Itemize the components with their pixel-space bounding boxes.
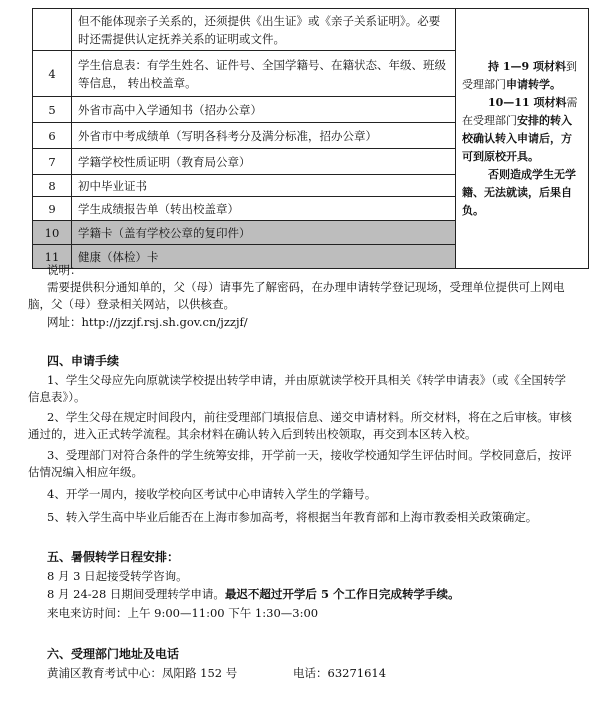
row-text: 外省市中考成绩单（写明各科考分及满分标准，招办公章） (72, 123, 456, 149)
section5-line-2 (47, 586, 459, 603)
section4-item-4: 4、开学一周内，接收学校向区考试中心申请转入学生的学籍号。 (47, 487, 377, 501)
note-p1-bold2: 申请转学。 (506, 77, 561, 91)
row-number: 7 (33, 149, 72, 175)
row-text: 健康（体检）卡 (72, 245, 456, 269)
row-text: 初中毕业证书 (72, 175, 456, 197)
row-text: 学生信息表：有学生姓名、证件号、全国学籍号、在籍状态、年级、班级等信息， 转出校盖章。 (72, 51, 456, 97)
notes-url[interactable]: 网址：http://jzzjf.rsj.sh.gov.cn/jzzjf/ (47, 315, 248, 329)
section4-item-5: 5、转入学生高中毕业后能否在上海市参加高考，将根据当年教育部和上海市教委相关政策确定。 (47, 510, 538, 524)
section5-line-2-normal: 8 月 24-28 日期间受理转学申请。 (47, 587, 225, 601)
row-text: 但不能体现亲子关系的，还须提供《出生证》或《亲子关系证明》。必要时还需提供认定抚养关系的证明或文件。 (72, 9, 456, 51)
notes-label: 说明： (47, 263, 82, 277)
note-p3-bold: 否则造成学生无学籍、无法就读，后果自负。 (462, 167, 576, 217)
section4-heading: 四、申请手续 (47, 354, 120, 368)
note-p1-normal: 到受理部门 (462, 59, 577, 91)
materials-note (456, 9, 589, 269)
note-p1-bold: 持 1—9 项材料 (488, 59, 566, 73)
materials-table (32, 8, 589, 269)
row-number: 9 (33, 197, 72, 221)
section4-item-2: 2、学生父母在规定时间段内，前往受理部门填报信息、递交申请材料。所交材料，将在之后审核。审核通过的，进入正式转学流程。其余材料在确认转入后到转出校领取，再交到本区转入校。 (28, 410, 572, 441)
row-number: 10 (33, 221, 72, 245)
row-text: 学籍卡（盖有学校公章的复印件） (72, 221, 456, 245)
row-number: 4 (33, 51, 72, 97)
row-text: 学生成绩报告单（转出校盖章） (72, 197, 456, 221)
section5-line-2-bold: 最迟不超过开学后 5 个工作日完成转学手续。 (224, 587, 460, 601)
note-p2-bold: 10—11 项材料 (488, 95, 567, 109)
section6-address: 黄浦区教育考试中心：凤阳路 152 号 (47, 666, 238, 680)
row-number: 11 (33, 245, 72, 269)
row-text: 外省市高中入学通知书（招办公章） (72, 97, 456, 123)
table-row (33, 9, 589, 51)
row-number: 5 (33, 97, 72, 123)
row-number (33, 9, 72, 51)
section5-heading: 五、暑假转学日程安排： (47, 550, 180, 564)
note-p2-normal: 需在受理部门 (462, 95, 578, 127)
note-p2-bold2: 安排的转入校确认转入申请后，方可到原校开具。 (462, 113, 572, 163)
section5-line-3: 来电来访时间：上午 9:00—11:00 下午 1:30—3:00 (47, 606, 319, 620)
row-number: 8 (33, 175, 72, 197)
notes-text: 需要提供积分通知单的，父（母）请事先了解密码，在办理申请转学登记现场，受理单位提供可上网电脑，父（母）登录相关网站，以供核查。 (28, 280, 565, 311)
row-number: 6 (33, 123, 72, 149)
section6-heading: 六、受理部门地址及电话 (47, 647, 180, 661)
row-text: 学籍学校性质证明（教育局公章） (72, 149, 456, 175)
section4-item-3: 3、受理部门对符合条件的学生统筹安排，开学前一天，接收学校通知学生评估时间。学校同意后，按评估情况编入相应年级。 (28, 448, 572, 479)
section6-phone: 电话：63271614 (293, 666, 387, 680)
section5-line-1: 8 月 3 日起接受转学咨询。 (47, 569, 188, 583)
section4-item-1: 1、学生父母应先向原就读学校提出转学申请，并由原就读学校开具相关《转学申请表》（或《全国转学信息表》）。 (28, 373, 567, 404)
